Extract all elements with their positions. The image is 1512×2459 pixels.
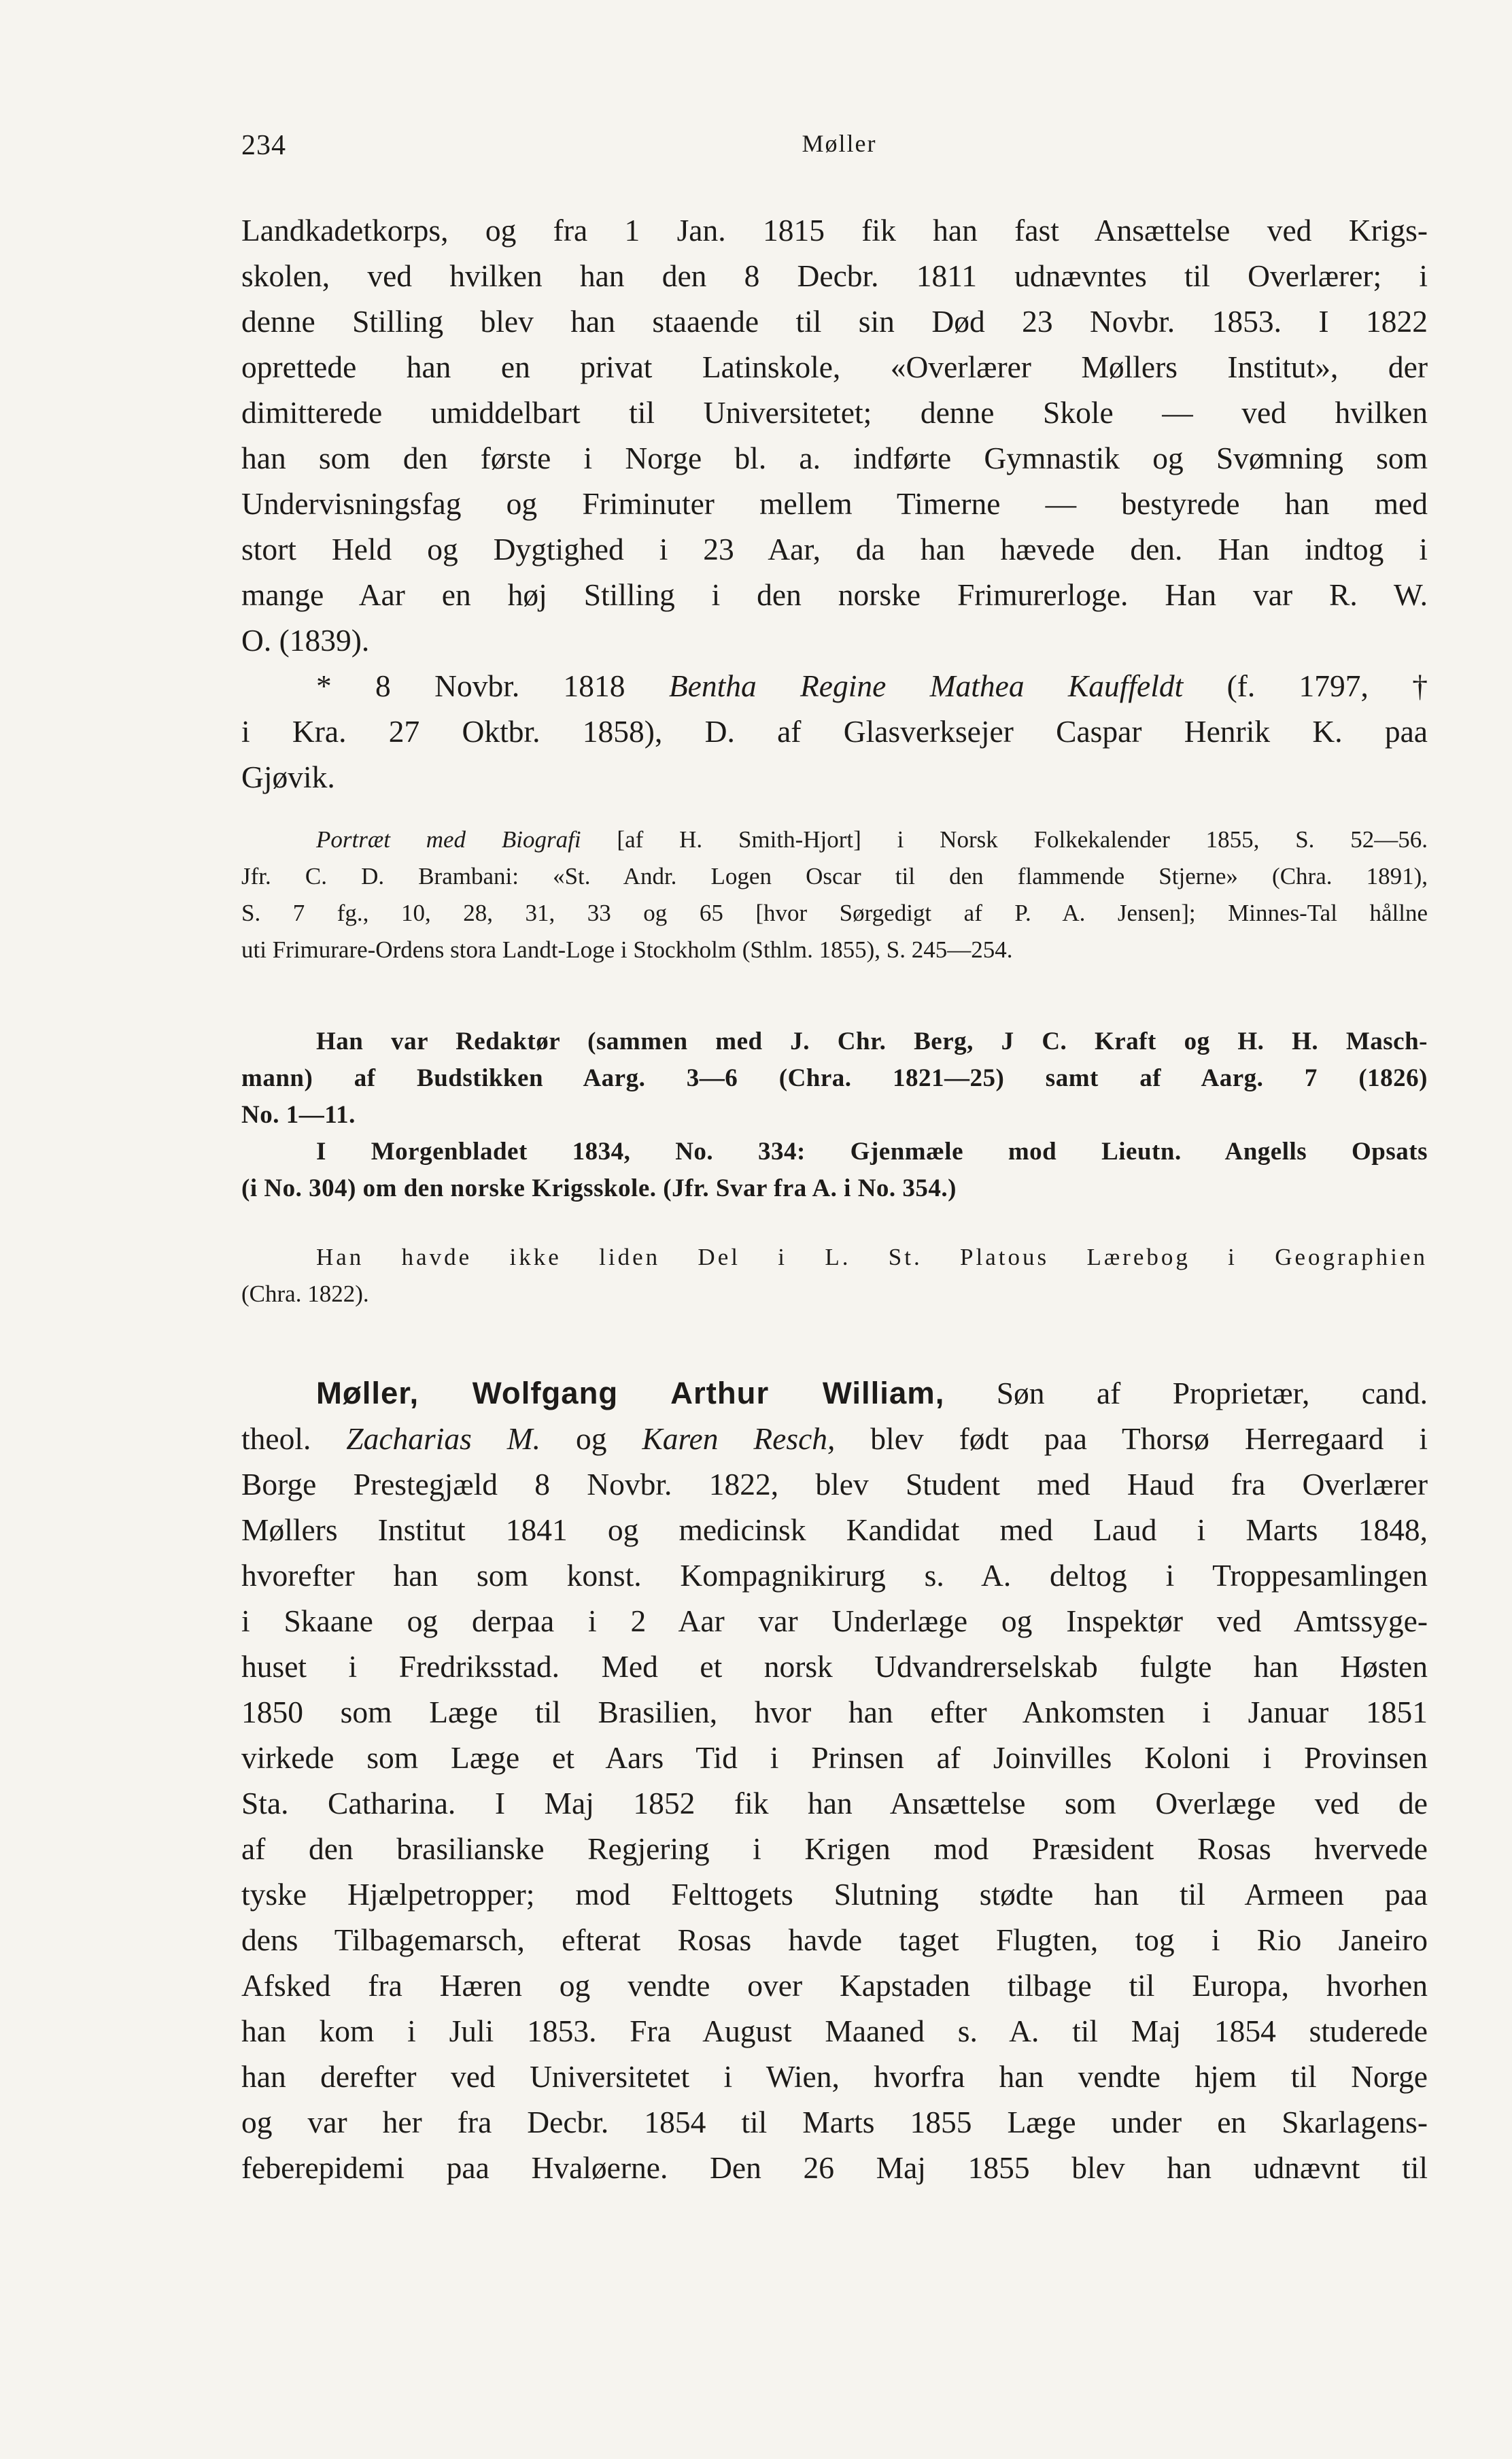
text-line: af den brasilianske Regjering i Krigen mod Præsident Rosas hvervede (241, 1831, 1428, 1866)
works-line: (i No. 304) om den norske Krigsskole. (Jfr. Svar fra A. i No. 354.) (241, 1174, 957, 1202)
text-line: han som den første i Norge bl. a. indførte Gymnastik og Svømning som (241, 441, 1428, 475)
text-line: O. (1839). (241, 623, 370, 658)
spouse-name: Bentha Regine Mathea Kauffeldt (668, 668, 1184, 703)
works-line: Han var Redaktør (sammen med J. Chr. Berg, J C. Kraft og H. H. Masch- (316, 1028, 1428, 1055)
text-line: skolen, ved hvilken han den 8 Decbr. 1811 udnævntes til Overlærer; i (241, 258, 1428, 293)
entry-name: Møller, Wolfgang Arthur William, (316, 1376, 945, 1410)
reference-text: [af H. Smith-Hjort] i Norsk Folkekalender 1855, S. 52—56. (581, 826, 1428, 853)
works-line: No. 1—11. (241, 1101, 356, 1129)
reference-line: S. 7 fg., 10, 28, 31, 33 og 65 [hvor Sørgedigt af P. A. Jensen]; Minnes-Tal hållne (241, 900, 1428, 926)
running-head: Møller (802, 130, 877, 157)
text-line: Landkadetkorps, og fra 1 Jan. 1815 fik han fast Ansættelse ved Krigs- (241, 213, 1428, 248)
marriage-prefix: * 8 Novbr. 1818 (316, 668, 669, 703)
text-line: dens Tilbagemarsch, efterat Rosas havde taget Flugten, tog i Rio Janeiro (241, 1922, 1428, 1957)
reference-line (241, 821, 1428, 858)
text-line: huset i Fredriksstad. Med et norsk Udvandrerselskab fulgte han Høsten (241, 1649, 1428, 1684)
text-line: han kom i Juli 1853. Fra August Maaned s. A. til Maj 1854 studerede (241, 2014, 1428, 2048)
text-line: stort Held og Dygtighed i 23 Aar, da han hævede den. Han indtog i (241, 532, 1428, 566)
text-line: feberepidemi paa Hvaløerne. Den 26 Maj 1855 blev han udnævnt til (241, 2150, 1428, 2185)
text-line: dimitterede umiddelbart til Universitetet; denne Skole — ved hvilken (241, 395, 1428, 430)
text-line: virkede som Læge et Aars Tid i Prinsen af Joinvilles Koloni i Provinsen (241, 1740, 1428, 1775)
reference-line: uti Frimurare-Ordens stora Landt-Loge i Stockholm (Sthlm. 1855), S. 245—254. (241, 936, 1013, 963)
text-line: Afsked fra Hæren og vendte over Kapstaden tilbage til Europa, hvorhen (241, 1968, 1428, 2003)
text-line: han derefter ved Universitetet i Wien, hvorfra han vendte hjem til Norge (241, 2059, 1428, 2094)
note-line: Han havde ikke liden Del i L. St. Platous Lærebog i Geographien (316, 1244, 1428, 1270)
text-line: Undervisningsfag og Friminuter mellem Timerne — bestyrede han med (241, 486, 1428, 521)
page-number: 234 (241, 130, 286, 161)
marriage-suffix: (f. 1797, † (1183, 668, 1428, 703)
text-line: Gjøvik. (241, 760, 335, 794)
text-line: denne Stilling blev han staaende til sin Død 23 Novbr. 1853. I 1822 (241, 304, 1428, 339)
text-line: mange Aar en høj Stilling i den norske Frimurerloge. Han var R. W. (241, 577, 1428, 612)
works-line: I Morgenbladet 1834, No. 334: Gjenmæle mod Lieutn. Angells Opsats (316, 1138, 1428, 1166)
works-block (241, 1023, 1428, 1207)
entry-text: og (540, 1421, 642, 1456)
works-line: mann) af Budstikken Aarg. 3—6 (Chra. 1821—25) samt af Aarg. 7 (1826) (241, 1064, 1428, 1092)
biography-continuation (241, 207, 1428, 800)
biography-entry-moller-wolfgang (241, 1370, 1428, 2190)
text-line: oprettede han en privat Latinskole, «Overlærer Møllers Institut», der (241, 350, 1428, 384)
marriage-line (241, 663, 1428, 709)
text-line: 1850 som Læge til Brasilien, hvor han efter Ankomsten i Januar 1851 (241, 1695, 1428, 1729)
page-header (241, 129, 1396, 170)
portrait-reference: Portræt med Biografi (316, 826, 581, 853)
father-name: Zacharias M. (346, 1421, 541, 1456)
text-line: hvorefter han som konst. Kompagnikirurg s. A. deltog i Troppesamlingen (241, 1558, 1428, 1593)
entry-text: theol. (241, 1421, 347, 1456)
text-line: og var her fra Decbr. 1854 til Marts 1855 Læge under en Skarlagens- (241, 2105, 1428, 2139)
text-line: i Skaane og derpaa i 2 Aar var Underlæge og Inspektør ved Amtssyge- (241, 1604, 1428, 1638)
text-line: Borge Prestegjæld 8 Novbr. 1822, blev Student med Haud fra Overlærer (241, 1467, 1428, 1502)
text-line: i Kra. 27 Oktbr. 1858), D. af Glasverksejer Caspar Henrik K. paa (241, 714, 1428, 749)
entry-text: Søn af Proprietær, cand. (944, 1376, 1428, 1410)
note-line: (Chra. 1822). (241, 1281, 369, 1307)
parents-line (241, 1416, 1428, 1461)
references-block (241, 821, 1428, 968)
entry-text: blev født paa Thorsø Herregaard i (835, 1421, 1428, 1456)
text-line: tyske Hjælpetropper; mod Felttogets Slutning stødte han til Armeen paa (241, 1877, 1428, 1912)
text-line: Møllers Institut 1841 og medicinsk Kandidat med Laud i Marts 1848, (241, 1512, 1428, 1547)
text-line: Sta. Catharina. I Maj 1852 fik han Ansættelse som Overlæge ved de (241, 1786, 1428, 1820)
reference-line: Jfr. C. D. Brambani: «St. Andr. Logen Oscar til den flammende Stjerne» (Chra. 1891), (241, 863, 1428, 889)
mother-name: Karen Resch, (642, 1421, 836, 1456)
geography-note (241, 1239, 1428, 1312)
entry-heading-line (241, 1370, 1428, 1416)
